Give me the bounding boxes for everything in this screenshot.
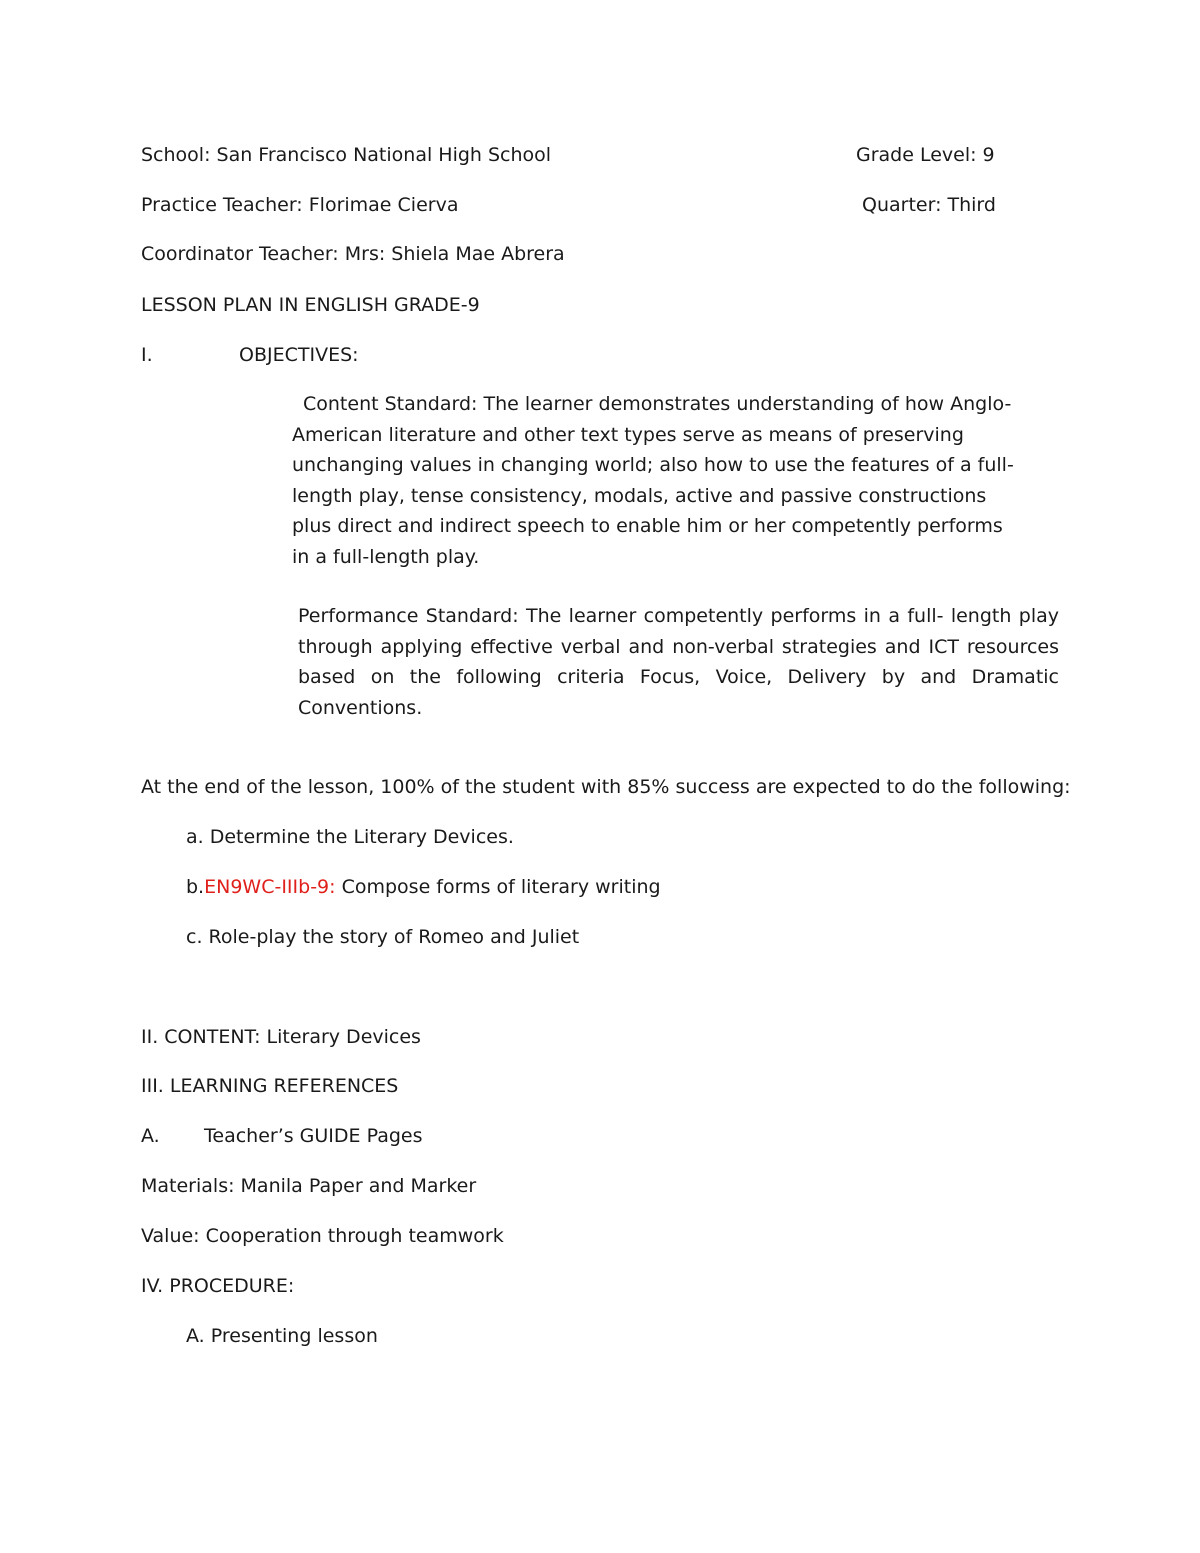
value-line: Value: Cooperation through teamwork: [141, 1225, 504, 1247]
objective-item-c: c. Role-play the story of Romeo and Juliet: [186, 926, 580, 948]
objectives-numeral: I.: [141, 344, 153, 366]
objectives-heading: OBJECTIVES:: [239, 344, 359, 366]
lesson-plan-title: LESSON PLAN IN ENGLISH GRADE-9: [141, 294, 480, 316]
reference-item-a-letter: A.: [141, 1125, 160, 1147]
expectations-intro: At the end of the lesson, 100% of the student with 85% success are expected to do the following:: [141, 776, 1071, 798]
practice-teacher-label: Practice Teacher: Florimae Cierva: [141, 194, 459, 216]
grade-level-label: Grade Level: 9: [856, 144, 995, 166]
objective-item-a: a. Determine the Literary Devices.: [186, 826, 514, 848]
procedure-item-a: A. Presenting lesson: [186, 1325, 378, 1347]
quarter-label: Quarter: Third: [862, 194, 996, 216]
objective-item-b-text: Compose forms of literary writing: [335, 876, 661, 898]
performance-standard-paragraph: Performance Standard: The learner competently performs in a full- length play through applying effective verbal and non-verbal strategies and ICT resources based on the following criteria Focus, Voice, Delivery by and Dramatic Conventions.: [298, 605, 1059, 719]
reference-item-a-text: Teacher’s GUIDE Pages: [204, 1125, 423, 1147]
content-line: II. CONTENT: Literary Devices: [141, 1026, 421, 1048]
content-standard-paragraph: Content Standard: The learner demonstrates understanding of how Anglo-American literature and other text types serve as means of preserving unchanging values in changing world; also how to use the features of a full-length play, tense consistency, modals, active and passive constructions plus direct and indirect speech to enable him or her competently performs in a full-length play.: [292, 393, 1014, 568]
competency-code: EN9WC-IIIb-9:: [204, 876, 336, 898]
coordinator-teacher-label: Coordinator Teacher: Mrs: Shiela Mae Abrera: [141, 243, 565, 265]
materials-line: Materials: Manila Paper and Marker: [141, 1175, 477, 1197]
objective-item-b: [186, 875, 661, 899]
objective-item-b-prefix: b.: [186, 876, 205, 898]
learning-references-heading: III. LEARNING REFERENCES: [141, 1075, 399, 1097]
school-label: School: San Francisco National High School: [141, 144, 552, 166]
procedure-heading: IV. PROCEDURE:: [141, 1275, 295, 1297]
